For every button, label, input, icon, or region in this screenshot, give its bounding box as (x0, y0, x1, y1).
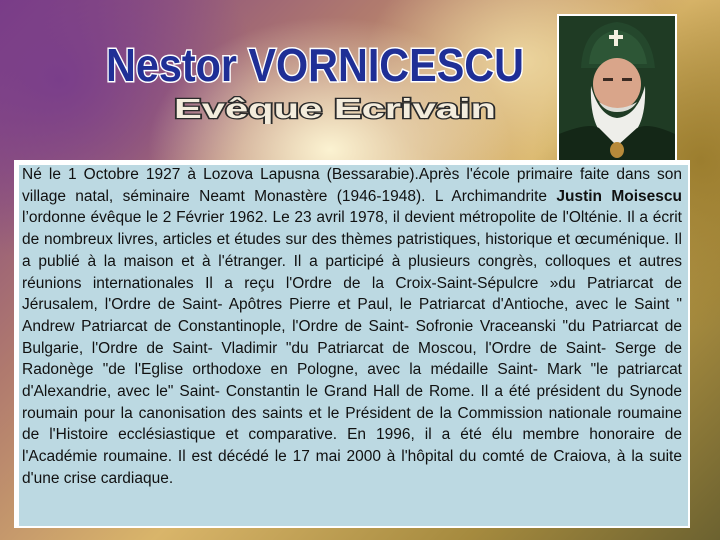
title-text: Nestor VORNICESCU (106, 39, 524, 91)
bio-part-2: l’ordonne évêque le 2 Février 1962. Le 23 avril 1978, il devient métropolite de l'Olténie. Il a écrit de nombreux livres, articles et études sur des thèmes patristiques, historique et œcuménique. Il a publié à la maison et à l'étranger. Il a participé à plusieurs congrès, colloques et autres réunions internationales Il a reçu l'Ordre de la Croix-Saint-Sépulcre »du Patriarcat de Jérusalem, l'Ordre de Saint- Apôtres Pierre et Paul, le Patriarcat d'Antioche, avec le Saint " Andrew Patriarcat de Constantinople, l'Ordre de Saint- Sofronie Vraceanski "du Patriarcat de Bulgarie, l'Ordre de Saint- Vladimir "du Patriarcat de Moscou, l'Ordre de Saint- Serge de Radonège "de l'Eglise orthodoxe en Pologne, avec la médaille Saint- Mark "le patriarcat d'Alexandrie, avec le" Saint- Constantin le Grand Hall de Rome. Il a été président du Synode roumain pour la canonisation des saints et le Président de la Commission nationale roumaine de l'Histoire ecclésiastique et comparative. En 1996, il a été élu membre honoraire de l'Académie roumaine. Il est décédé le 17 mai 2000 à l'hôpital du comté de Craiova, à la suite d'une crise cardiaque. (22, 209, 682, 487)
page-subtitle (170, 92, 500, 124)
biography-panel (14, 160, 690, 528)
biography-text (22, 164, 682, 490)
subtitle-text: Evêque Ecrivain (174, 93, 496, 124)
bio-name-bold: Justin Moisescu (556, 187, 682, 205)
portrait-photo (557, 14, 677, 162)
page-title (100, 36, 530, 92)
bio-part-1: Né le 1 Octobre 1927 à Lozova Lapusna (Bessarabie).Après l'école primaire faite dans son village natal, séminaire Neamt Monastère (1946-1948). L Archimandrite (22, 166, 682, 205)
